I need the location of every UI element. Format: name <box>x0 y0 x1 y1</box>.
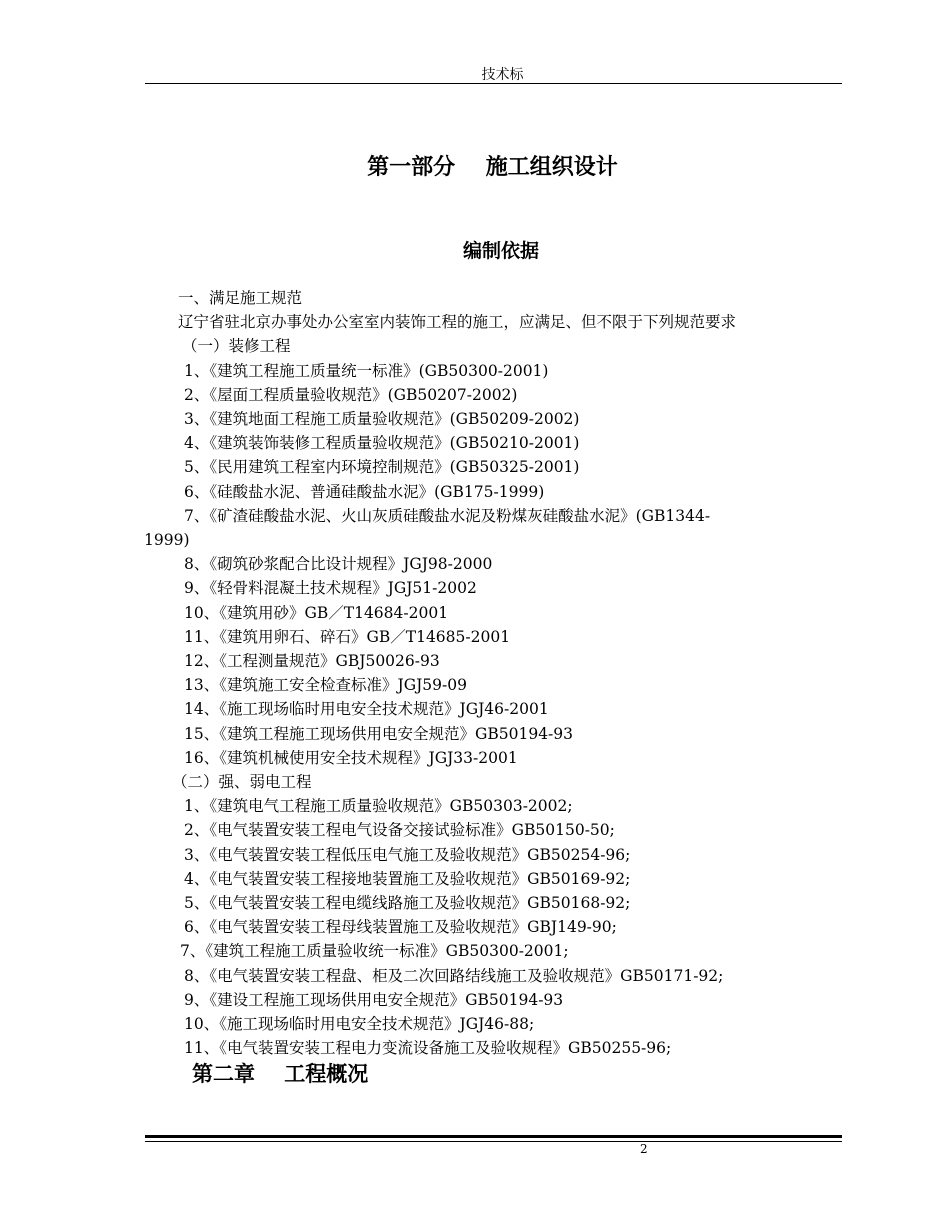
list-item: 2、《电气装置安装工程电气设备交接试验标准》GB50150-50; <box>184 821 615 840</box>
list-item: 3、《电气装置安装工程低压电气施工及验收规范》GB50254-96; <box>184 845 631 864</box>
list-item: 8、《砌筑砂浆配合比设计规程》JGJ98-2000 <box>184 555 493 574</box>
list-item: 6、《电气装置安装工程母线装置施工及验收规范》GBJ149-90; <box>184 918 617 937</box>
heading-requirements: 一、满足施工规范 <box>178 289 303 307</box>
list-item: 4、《电气装置安装工程接地装置施工及验收规范》GB50169-92; <box>184 869 631 888</box>
subheading-electrical: （二）强、弱电工程 <box>172 773 312 792</box>
list-item: 1、《建筑电气工程施工质量验收规范》GB50303-2002; <box>184 797 573 816</box>
list-item: 3、《建筑地面工程施工质量验收规范》(GB50209-2002) <box>184 410 580 429</box>
list-item: 16、《建筑机械使用安全技术规程》JGJ33-2001 <box>184 748 518 767</box>
list-item: 4、《建筑装饰装修工程质量验收规范》(GB50210-2001) <box>184 434 580 453</box>
footer-divider-thin <box>145 1141 842 1142</box>
list-item: 11、《建筑用卵石、碎石》GB／T14685-2001 <box>184 627 511 646</box>
list-item: 15、《建筑工程施工现场供用电安全规范》GB50194-93 <box>184 724 574 743</box>
list-item: 5、《电气装置安装工程电缆线路施工及验收规范》GB50168-92; <box>184 894 631 913</box>
list-item: 9、《轻骨料混凝土技术规程》JGJ51-2002 <box>184 579 477 598</box>
subheading-decoration: （一）装修工程 <box>182 337 291 356</box>
list-item: 7、《矿渣硅酸盐水泥、火山灰质硅酸盐水泥及粉煤灰硅酸盐水泥》(GB1344- <box>184 506 711 525</box>
list-item: 14、《施工现场临时用电安全技术规范》JGJ46-2001 <box>184 700 549 719</box>
list-item: 11、《电气装置安装工程电力变流设备施工及验收规程》GB50255-96; <box>184 1039 672 1058</box>
list-item: 1、《建筑工程施工质量统一标准》(GB50300-2001) <box>184 361 549 380</box>
list-item-continuation: 1999) <box>144 531 190 550</box>
list-item: 9、《建设工程施工现场供用电安全规范》GB50194-93 <box>184 990 564 1009</box>
page-number: 2 <box>640 1142 648 1156</box>
intro-paragraph: 辽宁省驻北京办事处办公室室内装饰工程的施工，应满足、但不限于下列规范要求 <box>178 313 737 332</box>
chapter-title: 第二章 工程概况 <box>192 1061 369 1086</box>
section-title: 编制依据 <box>462 240 539 262</box>
page-header-title: 技术标 <box>481 67 524 83</box>
list-item: 7、《建筑工程施工质量验收统一标准》GB50300-2001; <box>180 942 569 961</box>
list-item: 8、《电气装置安装工程盘、柜及二次回路结线施工及验收规范》GB50171-92; <box>184 966 724 985</box>
list-item: 6、《硅酸盐水泥、普通硅酸盐水泥》(GB175-1999) <box>184 482 545 501</box>
header-divider <box>145 83 842 84</box>
footer-divider-thick <box>145 1135 842 1138</box>
list-item: 10、《建筑用砂》GB／T14684-2001 <box>184 603 449 622</box>
list-item: 5、《民用建筑工程室内环境控制规范》(GB50325-2001) <box>184 458 580 477</box>
list-item: 10、《施工现场临时用电安全技术规范》JGJ46-88; <box>184 1015 535 1034</box>
list-item: 12、《工程测量规范》GBJ50026-93 <box>184 652 440 671</box>
list-item: 13、《建筑施工安全检查标准》JGJ59-09 <box>184 676 467 695</box>
document-body <box>144 286 852 1061</box>
part-title: 第一部分 施工组织设计 <box>367 154 618 180</box>
list-item: 2、《屋面工程质量验收规范》(GB50207-2002) <box>184 385 518 404</box>
